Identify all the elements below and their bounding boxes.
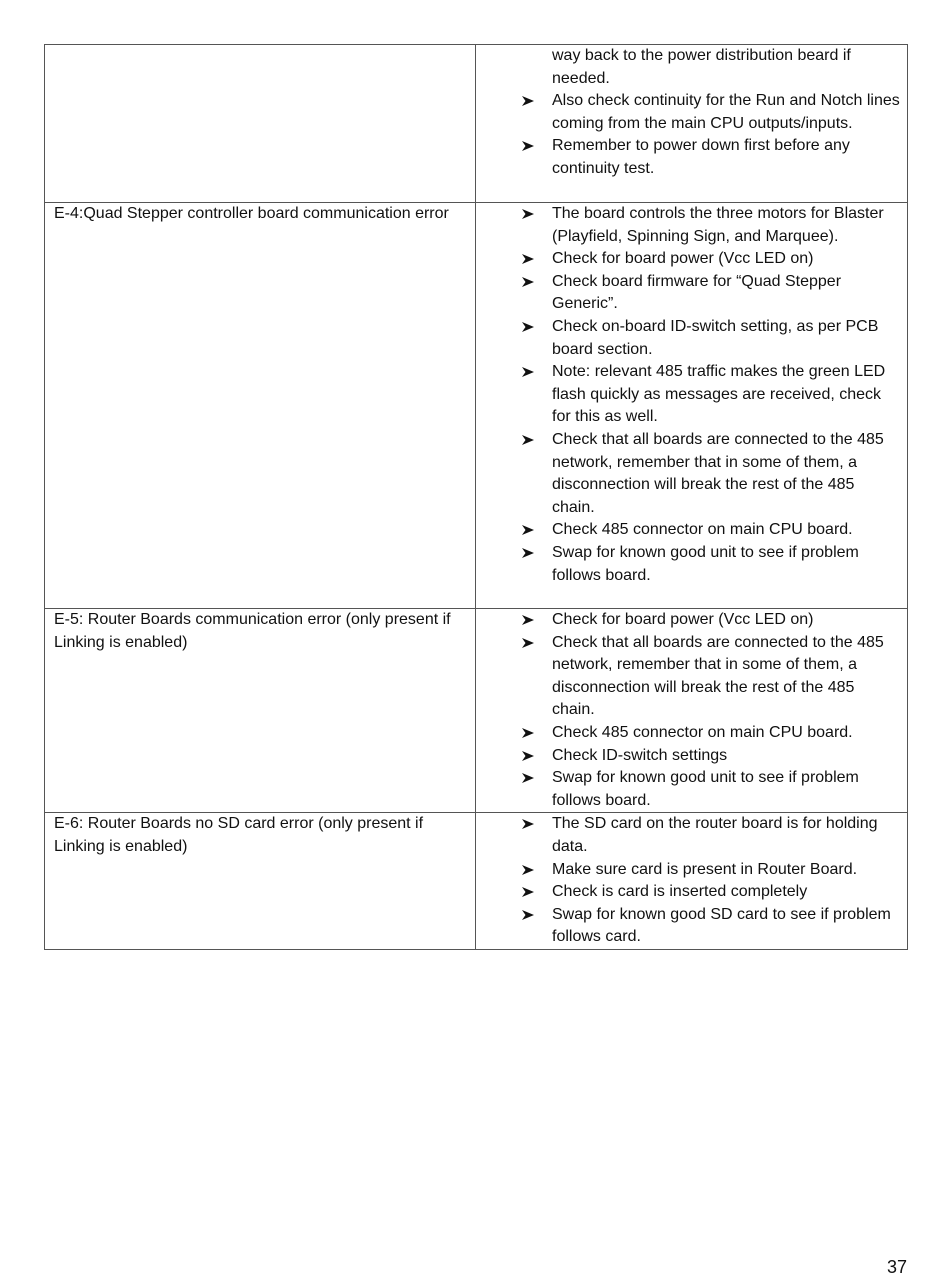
list-item [476,429,901,519]
error-code-cell [45,813,476,950]
list-item [476,859,901,882]
list-item-text: Check 485 connector on main CPU board. [552,521,853,539]
troubleshooting-list [476,813,901,949]
list-item [476,542,901,587]
list-item [476,745,901,768]
list-item [476,767,901,812]
error-description: E-5: Router Boards communication error (only present if Linking is enabled) [54,611,451,651]
list-item-text: The SD card on the router board is for holding data. [552,815,878,855]
list-item [476,519,901,542]
arrow-bullet-icon [520,271,536,293]
list-item-text: Check that all boards are connected to the 485 network, remember that in some of them, a disconnection will break the rest of the 485 chain. [552,430,884,516]
list-item-text: Check board firmware for “Quad Stepper Generic”. [552,272,842,313]
list-item [476,881,901,904]
list-item [476,904,901,949]
troubleshooting-list [476,203,901,587]
list-item-text: way back to the power distribution beard if needed. [552,47,851,87]
arrow-bullet-icon [520,248,536,270]
error-description: E-6: Router Boards no SD card error (only present if Linking is enabled) [54,815,424,855]
error-code-cell [45,45,476,203]
list-item-text: Check is card is inserted completely [552,883,808,901]
list-item-text: Note: relevant 485 traffic makes the green LED flash quickly as messages are received, check for this as well. [552,363,886,426]
list-item [476,203,901,248]
list-item-text: Check on-board ID-switch setting, as per PCB board section. [552,317,879,358]
arrow-bullet-icon [520,316,536,338]
list-item-text: Make sure card is present in Router Board. [552,860,858,878]
list-item-text: Swap for known good unit to see if problem follows board. [552,543,859,584]
arrow-bullet-icon [520,722,536,744]
error-code-table-body [45,45,908,950]
troubleshooting-list [476,609,901,812]
list-item-text: Check that all boards are connected to the 485 network, remember that in some of them, a disconnection will break the rest of the 485 chain. [552,633,884,719]
list-item [476,248,901,271]
list-item [476,609,901,632]
arrow-bullet-icon [520,542,536,564]
list-item [476,632,901,722]
list-item-text: The board controls the three motors for Blaster (Playfield, Spinning Sign, and Marquee). [552,205,884,245]
list-item [476,813,901,858]
error-code-table [44,44,908,950]
table-row [45,609,908,813]
list-item [476,271,901,316]
error-code-cell [45,203,476,609]
list-item-text: Check for board power (Vcc LED on) [552,250,814,268]
list-item-text: Remember to power down first before any continuity test. [552,137,850,177]
list-item-text: Swap for known good unit to see if problem follows board. [552,769,859,809]
troubleshooting-cell [476,609,908,813]
list-item-text: Swap for known good SD card to see if problem follows card. [552,905,891,946]
arrow-bullet-icon [520,632,536,654]
list-item [476,316,901,361]
arrow-bullet-icon [520,813,536,835]
table-row [45,813,908,950]
list-item [476,361,901,429]
arrow-bullet-icon [520,429,536,451]
arrow-bullet-icon [520,881,536,903]
list-item-text: Check ID-switch settings [552,746,728,764]
arrow-bullet-icon [520,745,536,767]
arrow-bullet-icon [520,859,536,881]
arrow-bullet-icon [520,361,536,383]
list-item-text: Also check continuity for the Run and Notch lines coming from the main CPU outputs/inputs. [552,92,900,132]
page-number: 37 [886,1257,907,1277]
troubleshooting-cell [476,813,908,950]
arrow-bullet-icon [520,203,536,225]
arrow-bullet-icon [520,90,536,112]
troubleshooting-cell [476,45,908,203]
list-item-text: Check for board power (Vcc LED on) [552,611,814,628]
list-item [476,722,901,745]
troubleshooting-list [476,45,901,181]
list-item-text: Check 485 connector on main CPU board. [552,723,853,741]
troubleshooting-cell [476,203,908,609]
arrow-bullet-icon [520,767,536,789]
arrow-bullet-icon [520,609,536,631]
arrow-bullet-icon [520,904,536,926]
arrow-bullet-icon [520,519,536,541]
error-code-cell [45,609,476,813]
list-item [476,45,901,90]
table-row [45,203,908,609]
arrow-bullet-icon [520,135,536,157]
table-row [45,45,908,203]
list-item [476,90,901,135]
error-description: E-4:Quad Stepper controller board communication error [54,205,449,222]
list-item [476,135,901,180]
